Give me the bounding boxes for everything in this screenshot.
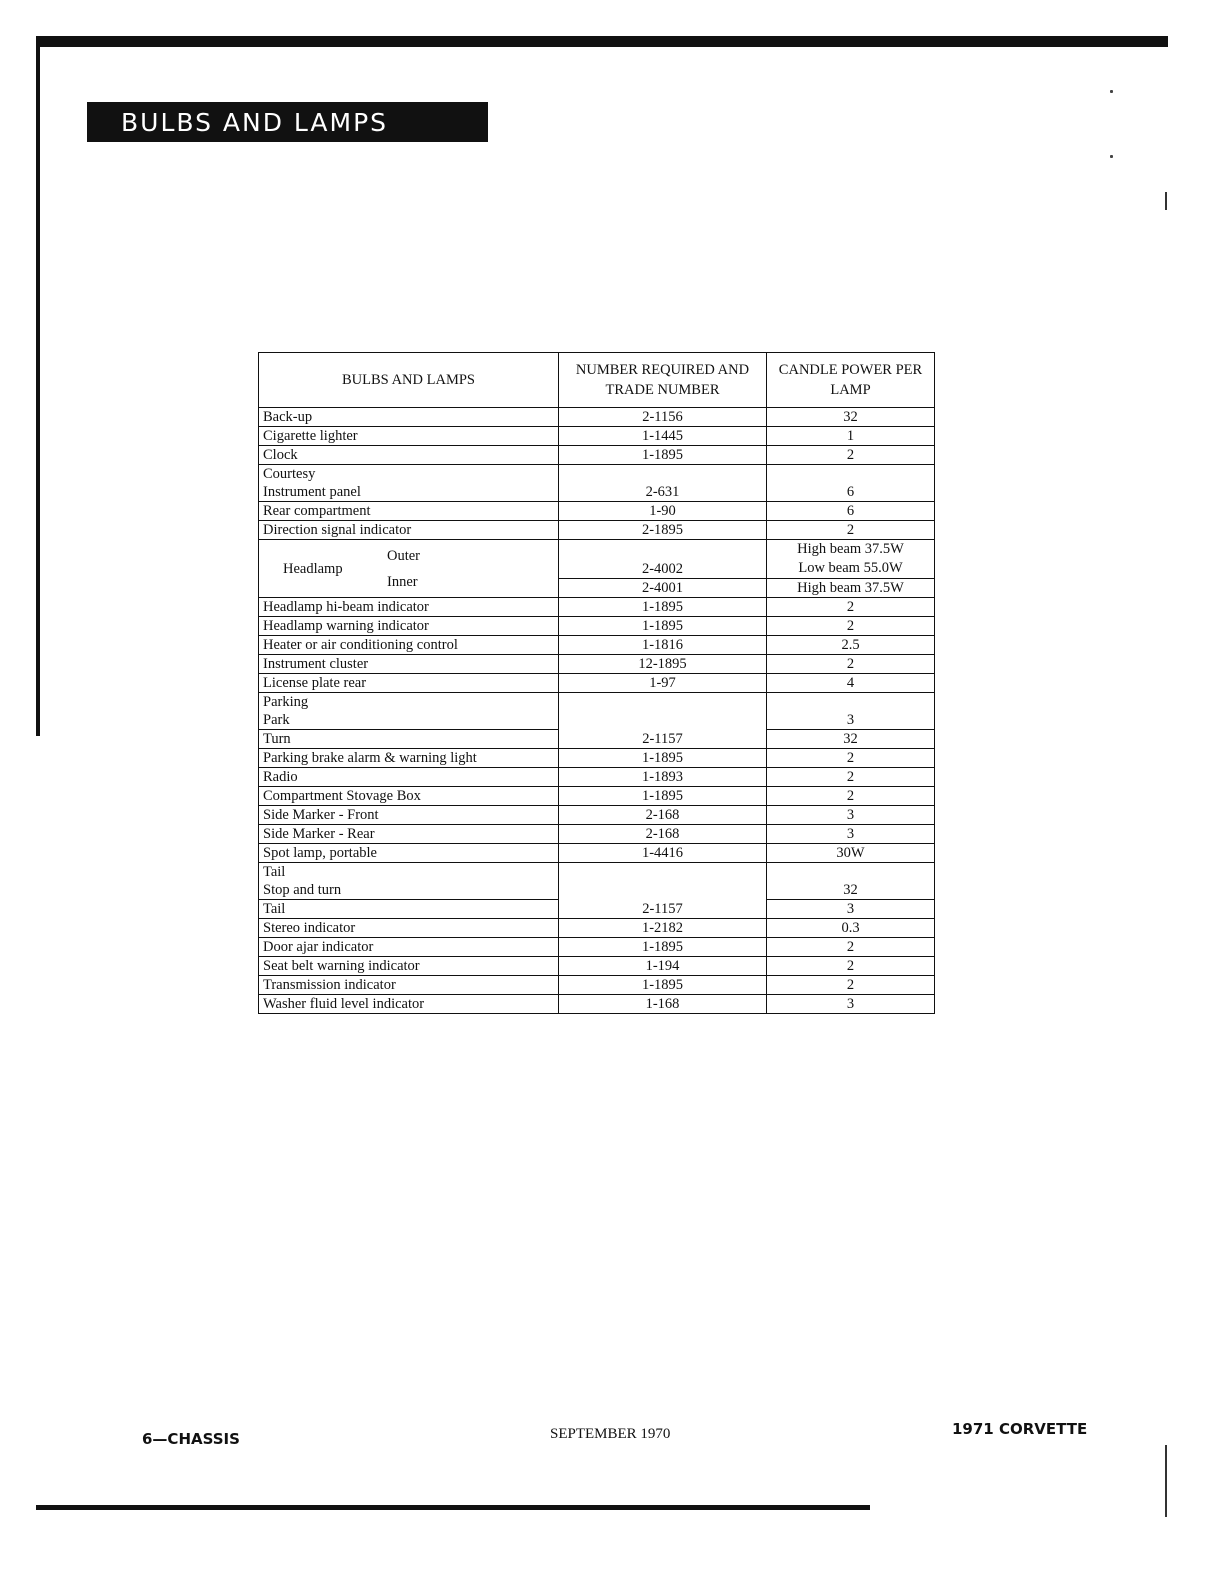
row-number: 12-1895 (559, 655, 767, 674)
table-row (259, 655, 935, 674)
row-sub-name: Park (259, 711, 559, 730)
table-row (259, 674, 935, 693)
row-name: License plate rear (259, 674, 559, 693)
row-candle-power: 4 (767, 674, 935, 693)
row-candle-power (767, 540, 935, 579)
row-number: 2-1895 (559, 521, 767, 540)
row-name: Compartment Stovage Box (259, 787, 559, 806)
row-candle-power: 30W (767, 844, 935, 863)
row-number: 2-168 (559, 806, 767, 825)
table-row (259, 825, 935, 844)
scan-speck (1110, 90, 1113, 93)
row-candle-power: 2 (767, 655, 935, 674)
table-row (259, 636, 935, 655)
table-row (259, 502, 935, 521)
footer-date: SEPTEMBER 1970 (550, 1426, 671, 1442)
top-rule (36, 36, 1168, 47)
row-number: 1-90 (559, 502, 767, 521)
row-number: 1-97 (559, 674, 767, 693)
row-name: Cigarette lighter (259, 427, 559, 446)
row-candle-power: 3 (767, 995, 935, 1014)
left-rule (36, 36, 40, 736)
row-name: Seat belt warning indicator (259, 957, 559, 976)
table-row (259, 617, 935, 636)
row-name: Heater or air conditioning control (259, 636, 559, 655)
bulbs-table (258, 352, 935, 1014)
table-row (259, 938, 935, 957)
row-name: Back-up (259, 408, 559, 427)
row-number: 1-1895 (559, 598, 767, 617)
table-row (259, 693, 935, 712)
row-number: 1-1895 (559, 617, 767, 636)
row-name: Washer fluid level indicator (259, 995, 559, 1014)
row-name: Door ajar indicator (259, 938, 559, 957)
row-candle-power: 3 (767, 825, 935, 844)
row-number: 1-2182 (559, 919, 767, 938)
row-candle-power: 2 (767, 617, 935, 636)
row-name: Direction signal indicator (259, 521, 559, 540)
row-name: Side Marker - Front (259, 806, 559, 825)
row-name: Headlamp warning indicator (259, 617, 559, 636)
scan-speck (1110, 155, 1113, 158)
row-candle-power: 32 (767, 730, 935, 749)
row-candle-power: 2 (767, 446, 935, 465)
row-sub-name: Outer (387, 547, 421, 564)
row-number: 1-194 (559, 957, 767, 976)
row-number: 1-1895 (559, 787, 767, 806)
table-row (259, 749, 935, 768)
row-candle-power: 2 (767, 938, 935, 957)
row-number: 2-1156 (559, 408, 767, 427)
table-row (259, 446, 935, 465)
row-number: 2-631 (559, 465, 767, 502)
row-number: 2-4001 (559, 579, 767, 598)
row-number: 1-1895 (559, 749, 767, 768)
row-candle-power: High beam 37.5W (767, 579, 935, 598)
header-candle-power: CANDLE POWER PER LAMP (767, 353, 935, 408)
row-name: Spot lamp, portable (259, 844, 559, 863)
row-name: Side Marker - Rear (259, 825, 559, 844)
row-name: Transmission indicator (259, 976, 559, 995)
table-row (259, 787, 935, 806)
table-row (259, 598, 935, 617)
row-name: Clock (259, 446, 559, 465)
row-number: 1-168 (559, 995, 767, 1014)
row-candle-power: 32 (767, 863, 935, 900)
table-row (259, 427, 935, 446)
row-sub-name: Rear compartment (259, 502, 559, 521)
row-sub-name: Turn (259, 730, 559, 749)
row-candle-power: 1 (767, 427, 935, 446)
row-number: 1-1816 (559, 636, 767, 655)
table-row (259, 806, 935, 825)
table-row (259, 919, 935, 938)
row-group-name: Tail (259, 863, 559, 882)
row-group-name: Headlamp (283, 560, 343, 577)
table-row (259, 863, 935, 882)
row-candle-power: 2 (767, 957, 935, 976)
row-candle-power: 2 (767, 976, 935, 995)
row-candle-power: 6 (767, 465, 935, 502)
table-row (259, 540, 935, 579)
header-number: NUMBER REQUIRED AND TRADE NUMBER (559, 353, 767, 408)
section-banner: BULBS AND LAMPS (87, 102, 488, 142)
row-number: 1-1895 (559, 976, 767, 995)
row-number: 1-1895 (559, 938, 767, 957)
row-sub-name: Tail (259, 900, 559, 919)
row-number: 2-1157 (559, 863, 767, 919)
row-name: Radio (259, 768, 559, 787)
table-row (259, 995, 935, 1014)
bottom-rule (36, 1505, 870, 1510)
row-name: Stereo indicator (259, 919, 559, 938)
row-number: 2-4002 (559, 540, 767, 579)
table-row (259, 976, 935, 995)
row-name: Headlamp hi-beam indicator (259, 598, 559, 617)
row-candle-power: 2 (767, 768, 935, 787)
row-candle-power: 32 (767, 408, 935, 427)
row-candle-power: 0.3 (767, 919, 935, 938)
row-candle-power: 3 (767, 806, 935, 825)
margin-mark (1165, 192, 1167, 210)
margin-mark (1165, 1445, 1167, 1517)
table-row (259, 768, 935, 787)
row-candle-power: 2 (767, 521, 935, 540)
row-candle-power: 3 (767, 900, 935, 919)
row-number: 1-1895 (559, 446, 767, 465)
row-name: Parking brake alarm & warning light (259, 749, 559, 768)
footer-model: 1971 CORVETTE (952, 1420, 1088, 1438)
row-number: 2-168 (559, 825, 767, 844)
table-row (259, 844, 935, 863)
row-name: Instrument cluster (259, 655, 559, 674)
candle-power-line: High beam 37.5W (797, 541, 904, 557)
table-header-row (259, 353, 935, 408)
table-row (259, 465, 935, 484)
row-candle-power: 2 (767, 749, 935, 768)
row-number: 1-1893 (559, 768, 767, 787)
row-sub-name: Inner (387, 573, 418, 590)
footer-section: 6—CHASSIS (142, 1430, 240, 1448)
row-candle-power: 2 (767, 598, 935, 617)
row-number: 2-1157 (559, 693, 767, 749)
table-row (259, 521, 935, 540)
row-sub-name: Instrument panel (259, 483, 559, 502)
table-row (259, 957, 935, 976)
row-number: 1-1445 (559, 427, 767, 446)
row-group-name: Courtesy (259, 465, 559, 484)
header-bulbs: BULBS AND LAMPS (259, 353, 559, 408)
row-number: 1-4416 (559, 844, 767, 863)
headlamp-cell (259, 540, 559, 598)
candle-power-line: Low beam 55.0W (798, 560, 903, 576)
row-candle-power: 2.5 (767, 636, 935, 655)
table-row (259, 408, 935, 427)
row-candle-power: 6 (767, 502, 935, 521)
row-candle-power: 2 (767, 787, 935, 806)
row-candle-power: 3 (767, 693, 935, 730)
row-group-name: Parking (259, 693, 559, 712)
row-sub-name: Stop and turn (259, 881, 559, 900)
